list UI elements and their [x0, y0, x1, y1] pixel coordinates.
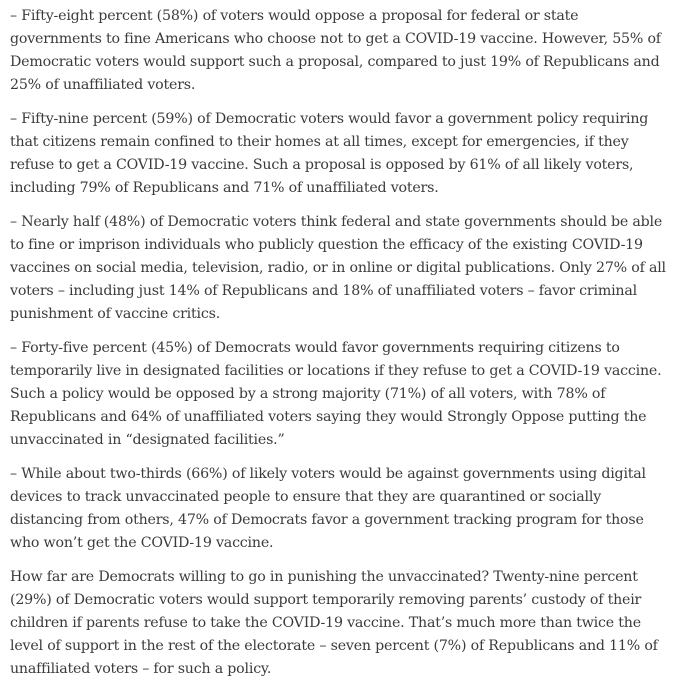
paragraph-parental-custody: How far are Democrats willing to go in punishing the unvaccinated? Twenty-nine percent (29%) of Democratic voters would support temporarily removing parents’ custody of their children if parents refuse to take the COVID-19 vaccine. That’s much more than twice the level of support in the rest of the electorate – seven percent (7%) of Republicans and 11% of unaffiliated voters – for such a policy. — [10, 569, 658, 677]
paragraph-home-confinement: – Fifty-nine percent (59%) of Democratic voters would favor a government policy requiring that citizens remain confined to their homes at all times, except for emergencies, if they refuse to get a COVID-19 vaccine. Such a proposal is opposed by 61% of all likely voters, including 79% of Republicans and 71% of unaffiliated voters. — [10, 111, 649, 196]
paragraph-fine-proposal: – Fifty-eight percent (58%) of voters would oppose a proposal for federal or state governments to fine Americans who choose not to get a COVID-19 vaccine. However, 55% of Democratic voters would support such a proposal, compared to just 19% of Republicans and 25% of unaffiliated voters. — [10, 8, 661, 93]
paragraph-designated-facilities: – Forty-five percent (45%) of Democrats would favor governments requiring citizens to temporarily live in designated facilities or locations if they refuse to get a COVID-19 vaccine. Such a policy would be opposed by a strong majority (71%) of all voters, with 78% of Republicans and 64% of unaffiliated voters saying they would Strongly Oppose putting the unvaccinated in “designated facilities.” — [10, 340, 662, 448]
paragraph-digital-tracking: – While about two-thirds (66%) of likely voters would be against governments using digital devices to track unvaccinated people to ensure that they are quarantined or socially distancing from others, 47% of Democrats favor a government tracking program for those who won’t get the COVID-19 vaccine. — [10, 466, 646, 551]
paragraph-fine-or-imprison-critics: – Nearly half (48%) of Democratic voters think federal and state governments should be able to fine or imprison individuals who publicly question the efficacy of the existing COVID-19 vaccines on social media, television, radio, or in online or digital publications. Only 27% of all voters – including just 14% of Republicans and 18% of unaffiliated voters – favor criminal punishment of vaccine critics. — [10, 214, 666, 322]
